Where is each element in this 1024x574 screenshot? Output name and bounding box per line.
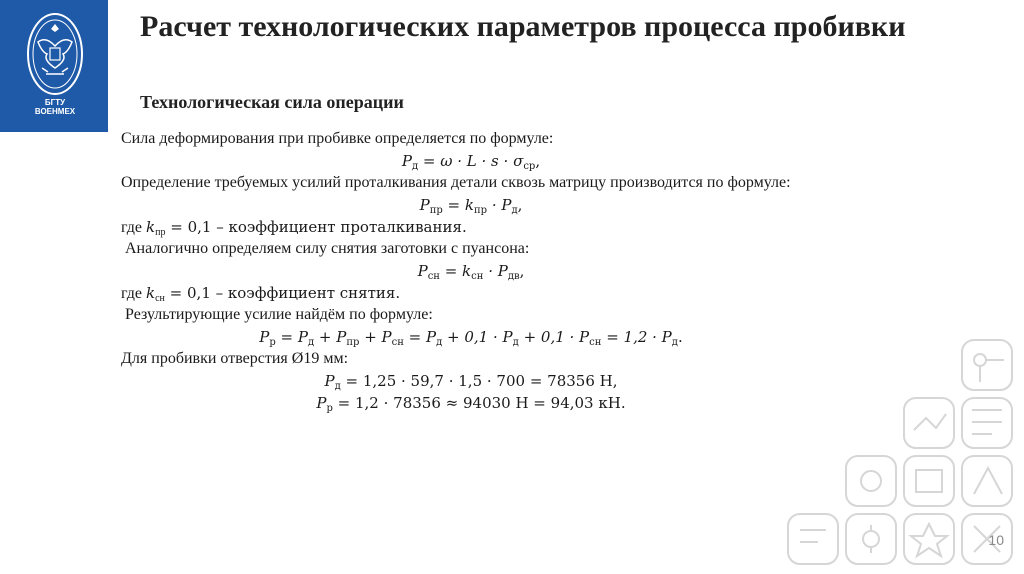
page-title: Расчет технологических параметров процесса пробивки <box>140 10 906 43</box>
formula-resulting-force: $P_р = P_д + P_{пр} + P_{сн} = P_д + 0,1 \cdot P_д + 0,1 \cdot P_{сн} = 1,2 \cdot P_д$. <box>259 328 683 348</box>
text-line-2: Определение требуемых усилий проталкивания детали сквозь матрицу производится по формуле: <box>121 174 791 191</box>
page-number: 10 <box>988 532 1004 548</box>
university-emblem-icon <box>26 10 84 96</box>
formula-strip-force: $P_{сн} = k_{сн} \cdot P_{дв}$, <box>417 262 525 282</box>
formula-push-force: $P_{пр} = k_{пр} \cdot P_д$, <box>419 196 523 216</box>
logo-caption-bottom: ВОЕНМЕХ <box>34 107 76 116</box>
formula-deformation-force: $P_д = \omega \cdot L \cdot s \cdot \sigma_{ср}$, <box>401 152 541 172</box>
text-line-7: Для пробивки отверстия Ø19 мм: <box>121 350 349 367</box>
logo-caption-top: БГТУ <box>44 98 66 107</box>
formula-deformation-value: $P_д = 1,25 \cdot 59,7 \cdot 1,5 \cdot 700 = 78356$ Н, <box>324 372 618 392</box>
text-line-3: где $k_{пр} = 0,1$ – коэффициент проталкивания. <box>121 218 467 238</box>
text-line-5: где $k_{сн} = 0,1$ – коэффициент снятия. <box>121 284 401 304</box>
text-line-6: Результирующие усилие найдём по формуле: <box>125 306 433 323</box>
slide-content <box>121 128 821 414</box>
formula-resulting-value: $P_р = 1,2 \cdot 78356 \approx 94030$ Н = 94,03 кН. <box>316 394 626 414</box>
page-subtitle: Технологическая сила операции <box>140 92 404 112</box>
text-line-1: Сила деформирования при пробивке определяется по формуле: <box>121 130 554 147</box>
logo-band <box>0 0 108 132</box>
decorative-pattern <box>780 330 1020 570</box>
text-line-4: Аналогично определяем силу снятия заготовки с пуансона: <box>125 240 530 257</box>
